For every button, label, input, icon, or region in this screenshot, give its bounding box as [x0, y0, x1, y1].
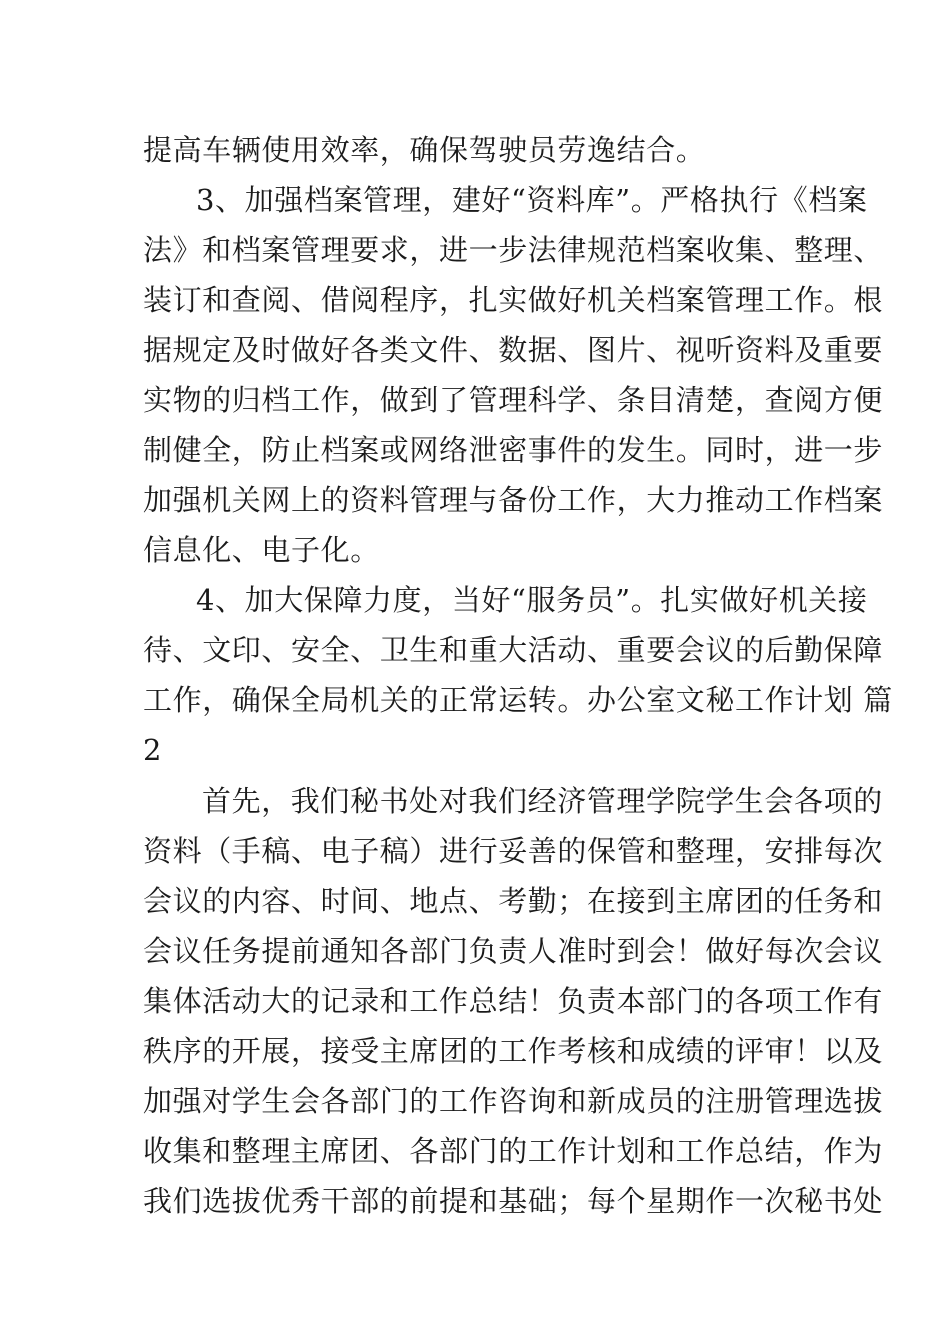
text-line: 首先，我们秘书处对我们经济管理学院学生会各项的	[202, 784, 883, 818]
text-line: 加强机关网上的资料管理与备份工作，大力推动工作档案	[143, 483, 884, 517]
text-line: 据规定及时做好各类文件、数据、图片、视听资料及重要	[143, 333, 884, 367]
text-line: 待、文印、安全、卫生和重大活动、重要会议的后勤保障	[143, 633, 884, 667]
text-line: 4、加大保障力度，当好“服务员”。扎实做好机关接	[196, 583, 868, 617]
text-line: 制健全，防止档案或网络泄密事件的发生。同时，进一步	[143, 433, 884, 467]
text-line: 2	[143, 733, 163, 767]
text-line: 实物的归档工作，做到了管理科学、条目清楚，查阅方便	[143, 383, 884, 417]
text-line: 集体活动大的记录和工作总结！负责本部门的各项工作有	[143, 984, 884, 1018]
text-line: 工作，确保全局机关的正常运转。办公室文秘工作计划 篇	[143, 683, 893, 717]
text-line: 信息化、电子化。	[143, 533, 380, 567]
text-line: 会议的内容、时间、地点、考勤；在接到主席团的任务和	[143, 884, 884, 918]
text-line: 法》和档案管理要求，进一步法律规范档案收集、整理、	[143, 233, 884, 267]
text-line: 资料（手稿、电子稿）进行妥善的保管和整理，安排每次	[143, 834, 884, 868]
text-line: 秩序的开展，接受主席团的工作考核和成绩的评审！以及	[143, 1034, 884, 1068]
text-line: 提高车辆使用效率，确保驾驶员劳逸结合。	[143, 133, 706, 167]
text-line: 装订和查阅、借阅程序，扎实做好机关档案管理工作。根	[143, 283, 884, 317]
text-line: 收集和整理主席团、各部门的工作计划和工作总结，作为	[143, 1134, 884, 1168]
text-line: 我们选拔优秀干部的前提和基础；每个星期作一次秘书处	[143, 1184, 884, 1218]
text-line: 加强对学生会各部门的工作咨询和新成员的注册管理选拔	[143, 1084, 884, 1118]
text-line: 会议任务提前通知各部门负责人准时到会！做好每次会议	[143, 934, 884, 968]
text-line: 3、加强档案管理，建好“资料库”。严格执行《档案	[196, 183, 868, 217]
